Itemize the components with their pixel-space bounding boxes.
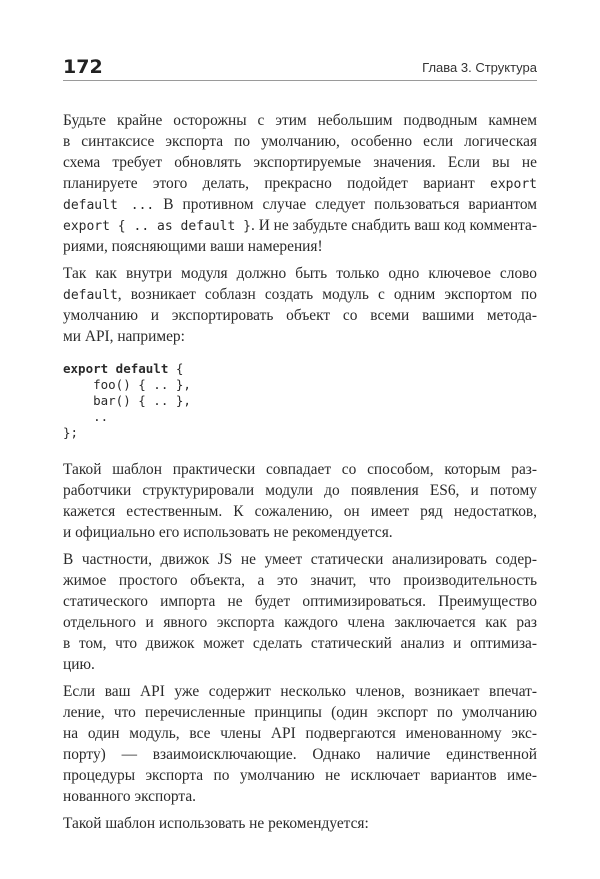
text-segment: статического импорта не будет оптимизироваться. Преимущество bbox=[63, 593, 537, 610]
text-segment: жимое простого объекта, а это значит, что производительность bbox=[63, 572, 537, 589]
text-line bbox=[63, 591, 537, 612]
text-segment: на один модуль, все члены API подвергаются именованному экс- bbox=[63, 725, 537, 742]
text-segment: схема требует обновлять экспортируемые значения. Если вы не bbox=[63, 154, 537, 171]
text-line bbox=[63, 723, 537, 744]
text-segment: порту) — взаимоисключающие. Однако наличие единственной bbox=[63, 746, 537, 763]
code-line: }; bbox=[63, 425, 79, 440]
text-segment: в синтаксисе экспорта по умолчанию, особенно если логическая bbox=[63, 133, 537, 150]
text-line bbox=[63, 702, 537, 723]
text-line bbox=[63, 501, 537, 522]
text-line bbox=[63, 612, 537, 633]
inline-code: default ... bbox=[63, 198, 155, 213]
text-segment: Такой шаблон практически совпадает со способом, которым раз- bbox=[63, 461, 537, 478]
paragraph bbox=[63, 549, 537, 675]
text-line bbox=[63, 305, 537, 326]
text-segment: В противном случае следует пользоваться вариантом bbox=[154, 196, 537, 213]
text-line bbox=[63, 152, 537, 173]
text-segment: в том, что движок может сделать статический анализ и оптимиза- bbox=[63, 635, 537, 652]
paragraphs-after-code bbox=[63, 459, 537, 834]
text-line bbox=[63, 633, 537, 654]
text-segment: риями, поясняющими ваши намерения! bbox=[63, 238, 323, 255]
code-text: { bbox=[168, 361, 184, 376]
text-line bbox=[63, 263, 537, 284]
text-segment: Такой шаблон использовать не рекомендуется: bbox=[63, 815, 369, 832]
code-line: foo() { .. }, bbox=[63, 377, 191, 392]
text-segment: . И не забудьте снабдить ваш код коммента- bbox=[250, 217, 538, 234]
inline-code: export { .. as default } bbox=[63, 219, 251, 234]
text-segment: ление, что перечисленные принципы (один экспорт по умолчанию bbox=[63, 704, 537, 721]
text-line bbox=[63, 236, 537, 257]
inline-code: default bbox=[63, 288, 118, 303]
text-line bbox=[63, 813, 537, 834]
page-header bbox=[63, 56, 537, 81]
text-line bbox=[63, 786, 537, 807]
code-line: .. bbox=[63, 409, 109, 424]
text-line bbox=[63, 549, 537, 570]
text-line bbox=[63, 284, 537, 305]
text-line bbox=[63, 459, 537, 480]
code-line: bar() { .. }, bbox=[63, 393, 191, 408]
paragraphs-before-code bbox=[63, 110, 537, 347]
chapter-title: Глава 3. Структура bbox=[422, 60, 537, 75]
paragraph bbox=[63, 459, 537, 543]
text-segment: Так как внутри модуля должно быть только одно ключевое слово bbox=[63, 265, 537, 282]
text-segment: кажется естественным. К сожалению, он имеет ряд недостатков, bbox=[63, 503, 537, 520]
text-segment: Будьте крайне осторожны с этим небольшим подводным камнем bbox=[63, 112, 537, 129]
text-line bbox=[63, 215, 537, 236]
text-segment: нованного экспорта. bbox=[63, 788, 197, 805]
page-number: 172 bbox=[63, 56, 103, 78]
text-segment: и официально его использовать не рекомендуется. bbox=[63, 524, 393, 541]
text-segment: планируете этого делать, прекрасно подойдет вариант bbox=[63, 175, 491, 192]
text-line bbox=[63, 654, 537, 675]
text-segment: умолчанию и экспортировать объект со всеми вашими метода- bbox=[63, 307, 537, 324]
text-segment: В частности, движок JS не умеет статически анализировать содер- bbox=[63, 551, 537, 568]
text-line bbox=[63, 173, 537, 194]
inline-code: export bbox=[490, 177, 537, 192]
text-line bbox=[63, 522, 537, 543]
text-line bbox=[63, 480, 537, 501]
text-line bbox=[63, 110, 537, 131]
paragraph bbox=[63, 110, 537, 257]
text-segment: процедуры экспорта по умолчанию не исключает вариантов име- bbox=[63, 767, 537, 784]
text-segment: работчики структурировали модули до появления ES6, и потому bbox=[63, 482, 537, 499]
text-line bbox=[63, 194, 537, 215]
text-line bbox=[63, 570, 537, 591]
text-line bbox=[63, 744, 537, 765]
text-segment: ми API, например: bbox=[63, 328, 185, 345]
text-segment: цию. bbox=[63, 656, 95, 673]
paragraph bbox=[63, 813, 537, 834]
text-line bbox=[63, 681, 537, 702]
text-segment: Если ваш API уже содержит несколько членов, возникает впечат- bbox=[63, 683, 537, 700]
text-segment: отдельного и явного экспорта каждого члена заключается как раз bbox=[63, 614, 537, 631]
text-line bbox=[63, 326, 537, 347]
text-segment: , возникает соблазн создать модуль с одним экспортом по bbox=[117, 286, 537, 303]
paragraph bbox=[63, 263, 537, 347]
page-body bbox=[63, 110, 537, 840]
text-line bbox=[63, 765, 537, 786]
paragraph bbox=[63, 681, 537, 807]
code-keyword: export default bbox=[63, 361, 169, 376]
text-line bbox=[63, 131, 537, 152]
code-line bbox=[63, 361, 537, 377]
code-block bbox=[63, 361, 537, 441]
